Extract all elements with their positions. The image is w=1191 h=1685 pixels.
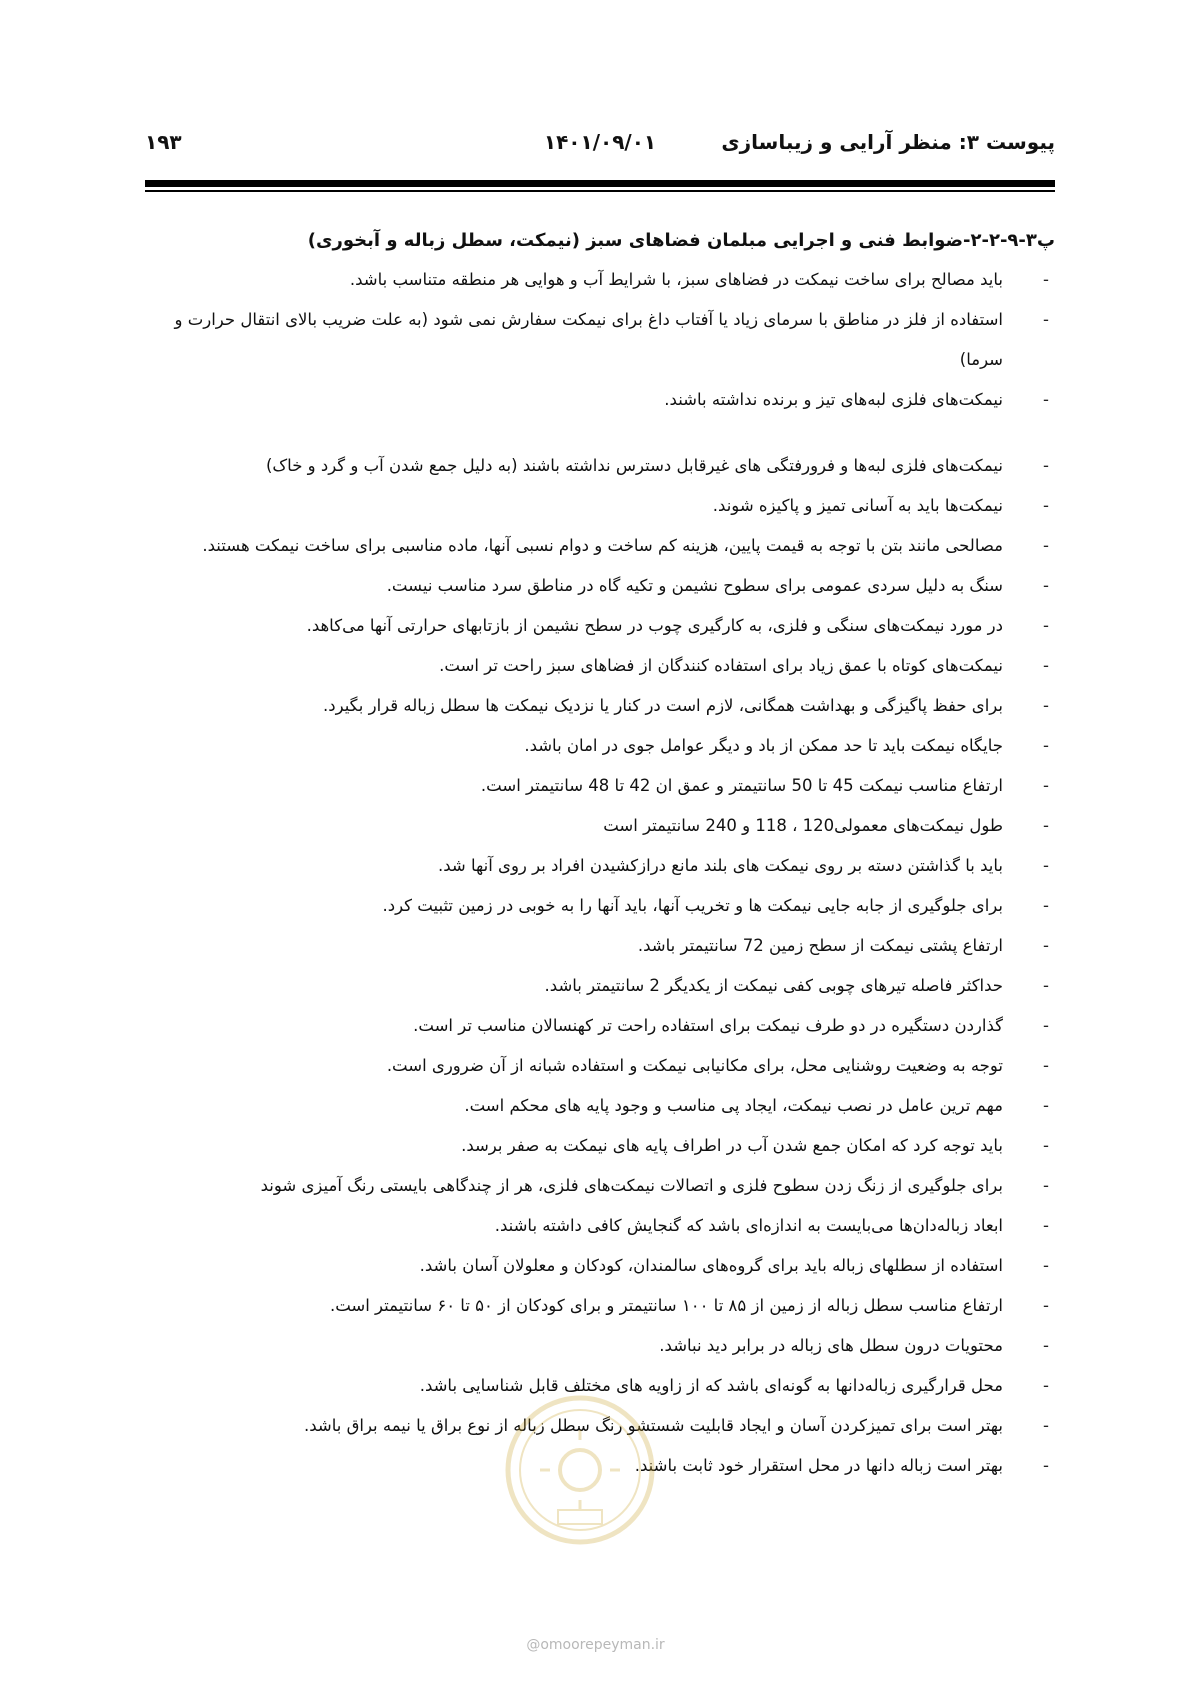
list-item: - محل قرارگیری زباله‌دانها به گونه‌ای باشد که از زاویه های مختلف قابل شناسایی باشد. [145, 1366, 1055, 1406]
list-item: - باید توجه کرد که امکان جمع شدن آب در اطراف پایه های نیمکت به صفر برسد. [145, 1126, 1055, 1166]
dash-bullet: - [1043, 576, 1049, 595]
dash-bullet: - [1043, 496, 1049, 515]
list-item: - ارتفاع پشتی نیمکت از سطح زمین 72 سانتیمتر باشد. [145, 926, 1055, 966]
header-rule-thin [145, 190, 1055, 192]
requirements-list [145, 260, 1055, 1486]
list-item: - ابعاد زباله‌دان‌ها می‌بایست به اندازه‌ای باشد که گنجایش کافی داشته باشند. [145, 1206, 1055, 1246]
list-item: - نیمکت‌های کوتاه با عمق زیاد برای استفاده کنندگان از فضاهای سبز راحت تر است. [145, 646, 1055, 686]
list-item: - برای حفظ پاگیزگی و بهداشت همگانی، لازم است در کنار یا نزدیک نیمکت ها سطل زباله قرار بگیرد. [145, 686, 1055, 726]
dash-bullet: - [1043, 776, 1049, 795]
dash-bullet: - [1043, 976, 1049, 995]
dash-bullet: - [1043, 390, 1049, 409]
dash-bullet: - [1043, 616, 1049, 635]
list-item: - باید با گذاشتن دسته بر روی نیمکت های بلند مانع درازکشیدن افراد بر روی آنها شد. [145, 846, 1055, 886]
section-heading: پ۳-۹-۲-۲-ضوابط فنی و اجرایی مبلمان فضاهای سبز (نیمکت، سطل زباله و آبخوری) [307, 230, 1055, 251]
dash-bullet: - [1043, 736, 1049, 755]
dash-bullet: - [1043, 270, 1049, 289]
list-item: - باید مصالح برای ساخت نیمکت در فضاهای سبز، با شرایط آب و هوایی هر منطقه متناسب باشد. [145, 260, 1055, 300]
dash-bullet: - [1043, 456, 1049, 475]
list-item: - جایگاه نیمکت باید تا حد ممکن از باد و دیگر عوامل جوی در امان باشد. [145, 726, 1055, 766]
list-item: - حداکثر فاصله تیرهای چوبی کفی نیمکت از یکدیگر 2 سانتیمتر باشد. [145, 966, 1055, 1006]
page-number: ۱۹۳ [145, 130, 182, 154]
list-item: - طول نیمکت‌های معمولی120 ، 118 و 240 سانتیمتر است [145, 806, 1055, 846]
list-item: - در مورد نیمکت‌های سنگی و فلزی، به کارگیری چوب در سطح نشیمن از بازتابهای حرارتی آنها می‌کاهد. [145, 606, 1055, 646]
list-item: - نیمکت‌های فلزی لبه‌ها و فرورفتگی های غیرقابل دسترس نداشته باشند (به دلیل جمع شدن آب و گرد و خاک) [145, 446, 1055, 486]
seal-watermark-icon [500, 1380, 660, 1560]
dash-bullet: - [1043, 656, 1049, 675]
list-item: - برای جلوگیری از زنگ زدن سطوح فلزی و اتصالات نیمکت‌های فلزی، هر از چندگاهی بایستی رنگ آمیزی شوند [145, 1166, 1055, 1206]
dash-bullet: - [1043, 536, 1049, 555]
dash-bullet: - [1043, 1016, 1049, 1035]
list-item: - سنگ به دلیل سردی عمومی برای سطوح نشیمن و تکیه گاه در مناطق سرد مناسب نیست. [145, 566, 1055, 606]
dash-bullet: - [1043, 1376, 1049, 1395]
list-item: - نیمکت‌ها باید به آسانی تمیز و پاکیزه شوند. [145, 486, 1055, 526]
header-rule-thick [145, 180, 1055, 187]
document-date: ۱۴۰۱/۰۹/۰۱ [543, 130, 657, 154]
list-item: - مصالحی مانند بتن با توجه به قیمت پایین، هزینه کم ساخت و دوام نسبی آنها، ماده مناسبی برای ساخت نیمکت هستند. [145, 526, 1055, 566]
list-item: - استفاده از سطلهای زباله باید برای گروه‌های سالمندان، کودکان و معلولان آسان باشد. [145, 1246, 1055, 1286]
list-item: - نیمکت‌های فلزی لبه‌های تیز و برنده نداشته باشند. [145, 380, 1055, 420]
list-item: - بهتر است زباله دانها در محل استقرار خود ثابت باشند. [145, 1446, 1055, 1486]
dash-bullet: - [1043, 936, 1049, 955]
list-item: - استفاده از فلز در مناطق با سرمای زیاد یا آفتاب داغ برای نیمکت سفارش نمی شود (به علت ضریب بالای انتقال حرارت و سرما) [145, 300, 1055, 380]
dash-bullet: - [1043, 1336, 1049, 1355]
dash-bullet: - [1043, 1216, 1049, 1235]
appendix-title: پیوست ۳: منظر آرایی و زیباسازی [721, 130, 1055, 154]
list-item: - توجه به وضعیت روشنایی محل، برای مکانیابی نیمکت و استفاده شبانه از آن ضروری است. [145, 1046, 1055, 1086]
list-item: - ارتفاع مناسب نیمکت 45 تا 50 سانتیمتر و عمق ان 42 تا 48 سانتیمتر است. [145, 766, 1055, 806]
dash-bullet: - [1043, 310, 1049, 329]
dash-bullet: - [1043, 1096, 1049, 1115]
list-item: - گذاردن دستگیره در دو طرف نیمکت برای استفاده راحت تر کهنسالان مناسب تر است. [145, 1006, 1055, 1046]
dash-bullet: - [1043, 1176, 1049, 1195]
dash-bullet: - [1043, 696, 1049, 715]
dash-bullet: - [1043, 816, 1049, 835]
document-body [145, 222, 1055, 1486]
list-item: - بهتر است برای تمیزکردن آسان و ایجاد قابلیت شستشو رنگ سطل زباله از نوع براق یا نیمه براق باشد. [145, 1406, 1055, 1446]
site-watermark: @omoorepeyman.ir [526, 1637, 665, 1653]
dash-bullet: - [1043, 1256, 1049, 1275]
list-item: - مهم ترین عامل در نصب نیمکت، ایجاد پی مناسب و وجود پایه های محکم است. [145, 1086, 1055, 1126]
dash-bullet: - [1043, 856, 1049, 875]
list-item: - ارتفاع مناسب سطل زباله از زمین از ۸۵ تا ۱۰۰ سانتیمتر و برای کودکان از ۵۰ تا ۶۰ سانتیمتر است. [145, 1286, 1055, 1326]
dash-bullet: - [1043, 1296, 1049, 1315]
dash-bullet: - [1043, 896, 1049, 915]
list-item: - برای جلوگیری از جابه جایی نیمکت ها و تخریب آنها، باید آنها را به خوبی در زمین تثبیت کرد. [145, 886, 1055, 926]
dash-bullet: - [1043, 1056, 1049, 1075]
dash-bullet: - [1043, 1136, 1049, 1155]
page-header [145, 130, 1055, 164]
dash-bullet: - [1043, 1456, 1049, 1475]
list-item: - محتویات درون سطل های زباله در برابر دید نباشد. [145, 1326, 1055, 1366]
dash-bullet: - [1043, 1416, 1049, 1435]
